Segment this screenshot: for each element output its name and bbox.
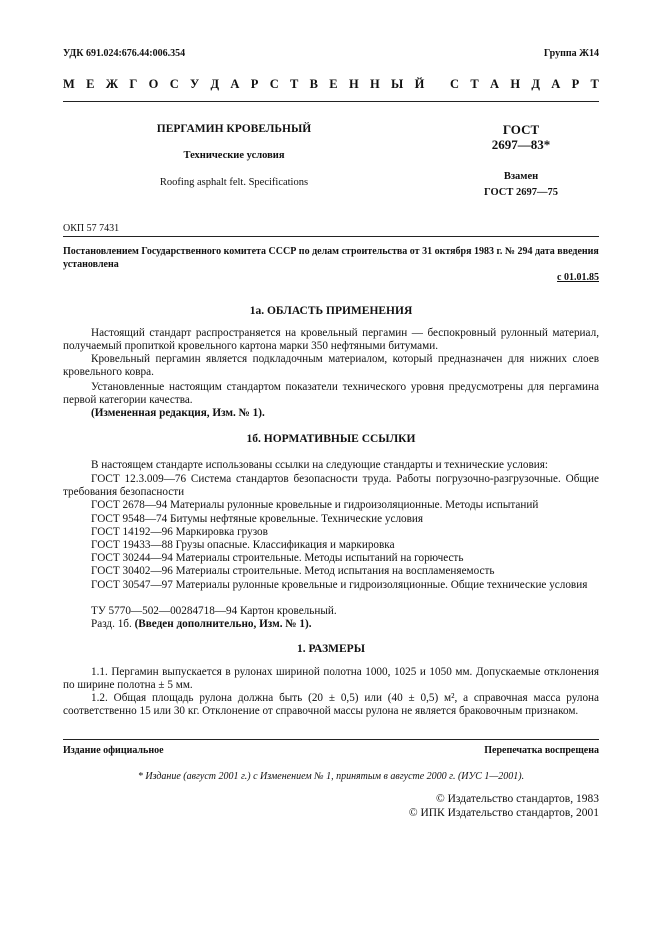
gost-number: 2697—83* [491,137,551,152]
band-letter: В [309,77,318,91]
reference-item: ГОСТ 2678—94 Материалы рулонные кровельные и гидроизоляционные. Методы испытаний [91,499,539,511]
band-letter: Д [531,77,540,91]
english-title: Roofing asphalt felt. Specifications [159,177,309,188]
okp-code: ОКП 57 7431 [63,223,120,234]
copyright-2001: © ИПК Издательство стандартов, 2001 [408,807,599,819]
band-letter: Р [571,77,580,91]
section-1b-note-amendment: (Введен дополнительно, Изм. № 1). [134,618,312,630]
band-letter: Ы [391,77,404,91]
instead-label: Взамен [503,171,539,182]
gost-label: ГОСТ [502,122,540,137]
band-letter: Т [590,77,599,91]
document-subtitle: Технические условия [183,150,285,161]
reprint-prohibited-label: Перепечатка воспрещена [484,745,599,756]
band-letter: А [230,77,240,91]
section-1a-paragraph-2: Кровельный пергамин является подкладочным материалом, который предназначен для нижних слоев кровельного ковра. [63,353,599,379]
band-letter: У [190,77,200,91]
band-letter: Д [210,77,220,91]
instead-value: ГОСТ 2697—75 [484,187,558,198]
reference-item: ГОСТ 30244—94 Материалы строительные. Методы испытаний на горючесть [91,552,464,564]
band-letter: А [551,77,561,91]
section-1a-heading: 1а. ОБЛАСТЬ ПРИМЕНЕНИЯ [249,305,413,317]
band-letter: Ж [105,77,119,91]
band-letter: М [63,77,75,91]
band-letter: Н [510,77,521,91]
band-letter [436,78,439,91]
section-1b-intro: В настоящем стандарте использованы ссылки на следующие стандарты и технические условия: [91,459,548,471]
decree-text: Постановлением Государственного комитета СССР по делам строительства от 31 октября 1983 г. № 294 дата введения установлена [63,246,599,270]
section-1b-heading: 1б. НОРМАТИВНЫЕ ССЫЛКИ [246,433,416,445]
band-letter: Й [414,77,425,91]
section-1-paragraph-1: 1.1. Пергамин выпускается в рулонах шириной полотна 1000, 1025 и 1050 мм. Допускаемые отклонения по ширине полотна ± 5 мм. [63,666,599,692]
copyright-1983: © Издательство стандартов, 1983 [435,793,599,805]
edition-note: * Издание (август 2001 г.) с Изменением № 1, принятым в августе 2000 г. (ИУС 1—2001). [137,771,525,782]
band-letter: Т [470,77,479,91]
reference-item: ГОСТ 9548—74 Битумы нефтяные кровельные. Технические условия [91,513,424,525]
section-1-paragraph-2: 1.2. Общая площадь рулона должна быть (20 ± 0,5) или (40 ± 0,5) м², а справочная масса рулона соответственно 15 или 30 кг. Отклонение от справочной массы рулона не является браковочным признаком. [63,692,599,718]
group-code: Группа Ж14 [543,48,599,59]
reference-item: ГОСТ 30547—97 Материалы рулонные кровельные и гидроизоляционные. Общие технические условия [91,579,588,591]
band-letter: С [450,77,460,91]
band-letter: Е [329,77,338,91]
header-rule [63,101,599,102]
band-letter: С [269,77,279,91]
band-letter: Н [369,77,380,91]
footer-rule [63,739,599,740]
band-letter: Р [250,77,259,91]
section-1a-amendment: (Измененная редакция, Изм. № 1). [91,407,265,419]
reference-item: ГОСТ 12.3.009—76 Система стандартов безопасности труда. Работы погрузочно-разгрузочные. Общие требования безопасности [63,473,599,499]
band-letter: Т [290,77,299,91]
interstate-standard-band [63,78,599,91]
section-1b-note [63,618,599,631]
band-letter: С [169,77,179,91]
section-1a-paragraph-3: Установленные настоящим стандартом показатели технического уровня предусмотрены для пергамина первой категории качества. [63,381,599,407]
section-1a-paragraph-1: Настоящий стандарт распространяется на кровельный пергамин — беспокровный рулонный материал, получаемый пропиткой кровельного картона марки 350 нефтяными битумами. [63,327,599,353]
section-1-heading: 1. РАЗМЕРЫ [297,643,365,655]
band-letter: А [490,77,500,91]
reference-item: ГОСТ 14192—96 Маркировка грузов [91,526,268,538]
reference-item: ГОСТ 19433—88 Грузы опасные. Классификация и маркировка [91,539,395,551]
gost-designation [446,122,596,152]
reference-item: ГОСТ 30402—96 Материалы строительные. Метод испытания на воспламеняемость [91,565,495,577]
section-1b-note-plain: Разд. 1б. [91,618,135,630]
okp-rule [63,236,599,237]
official-edition-label: Издание официальное [63,745,164,756]
document-title: ПЕРГАМИН КРОВЕЛЬНЫЙ [156,123,312,135]
band-letter: О [148,77,159,91]
udk-code: УДК 691.024:676.44:006.354 [63,48,186,59]
band-letter: Г [129,77,138,91]
band-letter: Е [86,77,95,91]
reference-item: ТУ 5770—502—00284718—94 Картон кровельный. [91,605,337,617]
band-letter: Н [348,77,359,91]
effective-date: с 01.01.85 [557,272,599,283]
